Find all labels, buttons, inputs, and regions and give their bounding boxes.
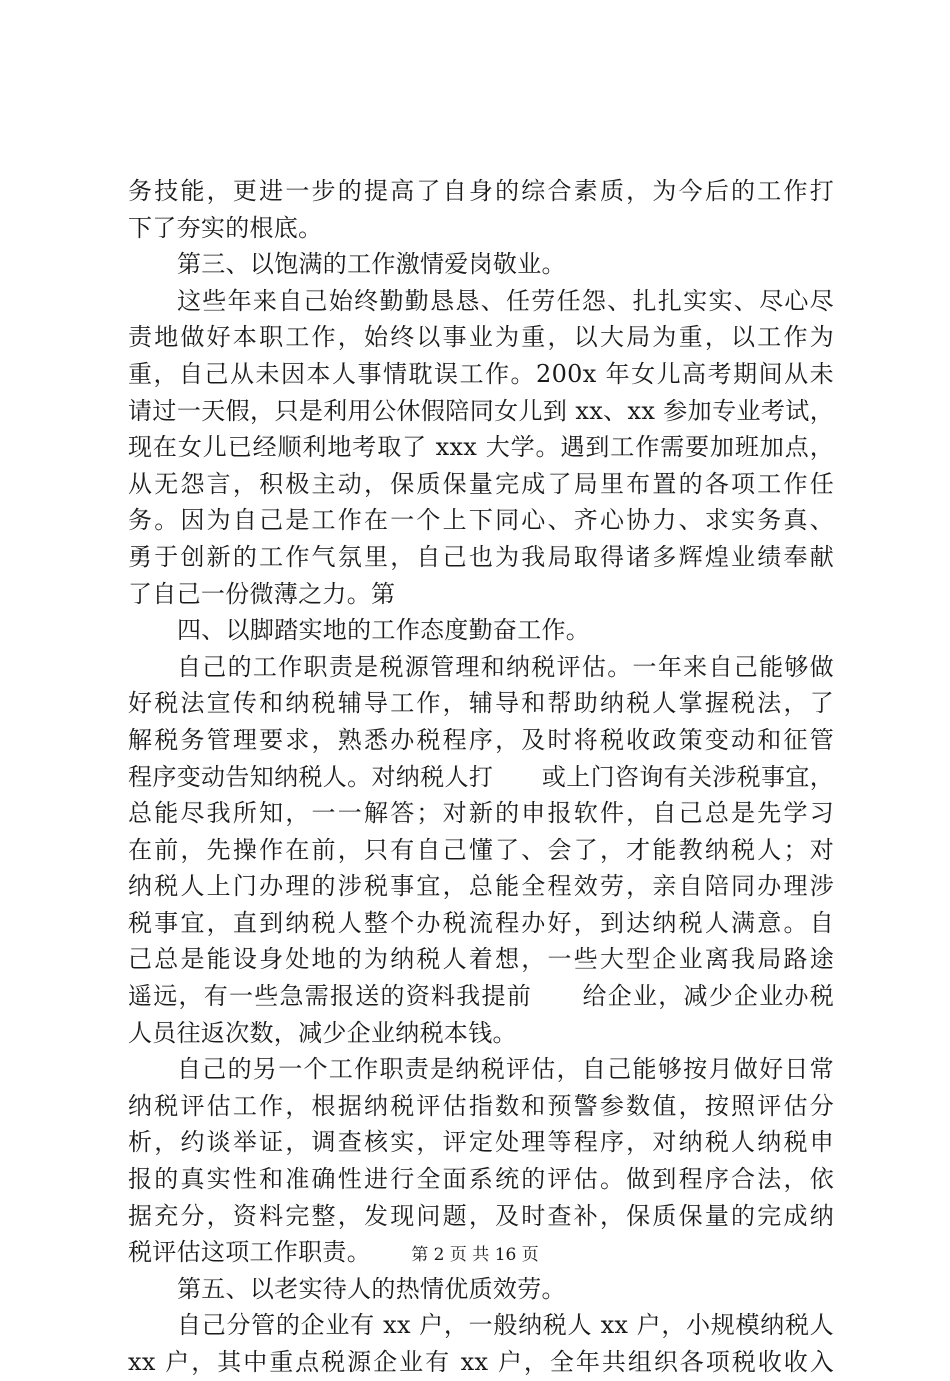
text-line: 遥远，有一些急需报送的资料我提前 给企业，减少企业办税 [128,982,834,1011]
text-line: 自己的工作职责是税源管理和纳税评估。一年来自己能够做 [177,652,834,681]
text-line: 税评估这项工作职责。 [128,1238,371,1267]
text-line: 据充分，资料完整，发现问题，及时查补，保质保量的完成纳 [128,1201,834,1230]
text-line: 务。因为自己是工作在一个上下同心、齐心协力、求实务真、 [128,506,834,535]
text-line: 在前，先操作在前，只有自己懂了、会了，才能教纳税人；对 [128,835,834,864]
text-line: 好税法宣传和纳税辅导工作，辅导和帮助纳税人掌握税法，了 [128,689,834,718]
text-line: 己总是能设身处地的为纳税人着想，一些大型企业离我局路途 [128,945,834,974]
text-line: 自己分管的企业有 xx 户，一般纳税人 xx 户，小规模纳税人 [177,1311,834,1340]
document-body [128,173,834,1381]
section-heading: 四、以脚踏实地的工作态度勤奋工作。 [177,616,591,645]
text-line: 责地做好本职工作，始终以事业为重，以大局为重，以工作为 [128,323,834,352]
text-line: 人员往返次数，减少企业纳税本钱。 [128,1018,517,1047]
text-line: 纳税人上门办理的涉税事宜，总能全程效劳，亲自陪同办理涉 [128,872,834,901]
text-line: 了自己一份微薄之力。第 [128,579,396,608]
text-line: 务技能，更进一步的提高了自身的综合素质，为今后的工作打 [128,177,834,205]
text-line: 解税务管理要求，熟悉办税程序，及时将税收政策变动和征管 [128,725,834,754]
text-line: 这些年来自己始终勤勤恳恳、任劳任怨、扎扎实实、尽心尽 [177,286,834,315]
text-line: xx 户，其中重点税源企业有 xx 户，全年共组织各项税收收入 [128,1348,834,1376]
text-line: 纳税评估工作，根据纳税评估指数和预警参数值，按照评估分 [128,1091,834,1120]
text-line: 自己的另一个工作职责是纳税评估，自己能够按月做好日常 [177,1055,834,1084]
text-line: 析，约谈举证，调查核实，评定处理等程序，对纳税人纳税申 [128,1128,834,1157]
text-line: 请过一天假，只是利用公休假陪同女儿到 xx、xx 参加专业考试， [128,396,834,425]
section-heading: 第三、以饱满的工作激情爱岗敬业。 [177,250,566,279]
text-line: 从无怨言，积极主动，保质保量完成了局里布置的各项工作任 [128,469,834,498]
text-line: 下了夯实的根底。 [128,213,323,242]
text-line: 现在女儿已经顺利地考取了 xxx 大学。遇到工作需要加班加点， [128,433,834,462]
page-number-footer: 第 2 页 共 16 页 [411,1245,539,1265]
text-line: 程序变动告知纳税人。对纳税人打 或上门咨询有关涉税事宜， [128,762,834,791]
section-heading: 第五、以老实待人的热情优质效劳。 [177,1274,566,1303]
text-line: 总能尽我所知，一一解答；对新的申报软件，自己总是先学习 [128,799,834,828]
text-line: 重，自己从未因本人事情耽误工作。200x 年女儿高考期间从未 [128,359,834,388]
text-line: 税事宜，直到纳税人整个办税流程办好，到达纳税人满意。自 [128,908,834,937]
text-line: 报的真实性和准确性进行全面系统的评估。做到程序合法，依 [128,1165,834,1194]
text-line: 勇于创新的工作气氛里，自己也为我局取得诸多辉煌业绩奉献 [128,542,834,571]
